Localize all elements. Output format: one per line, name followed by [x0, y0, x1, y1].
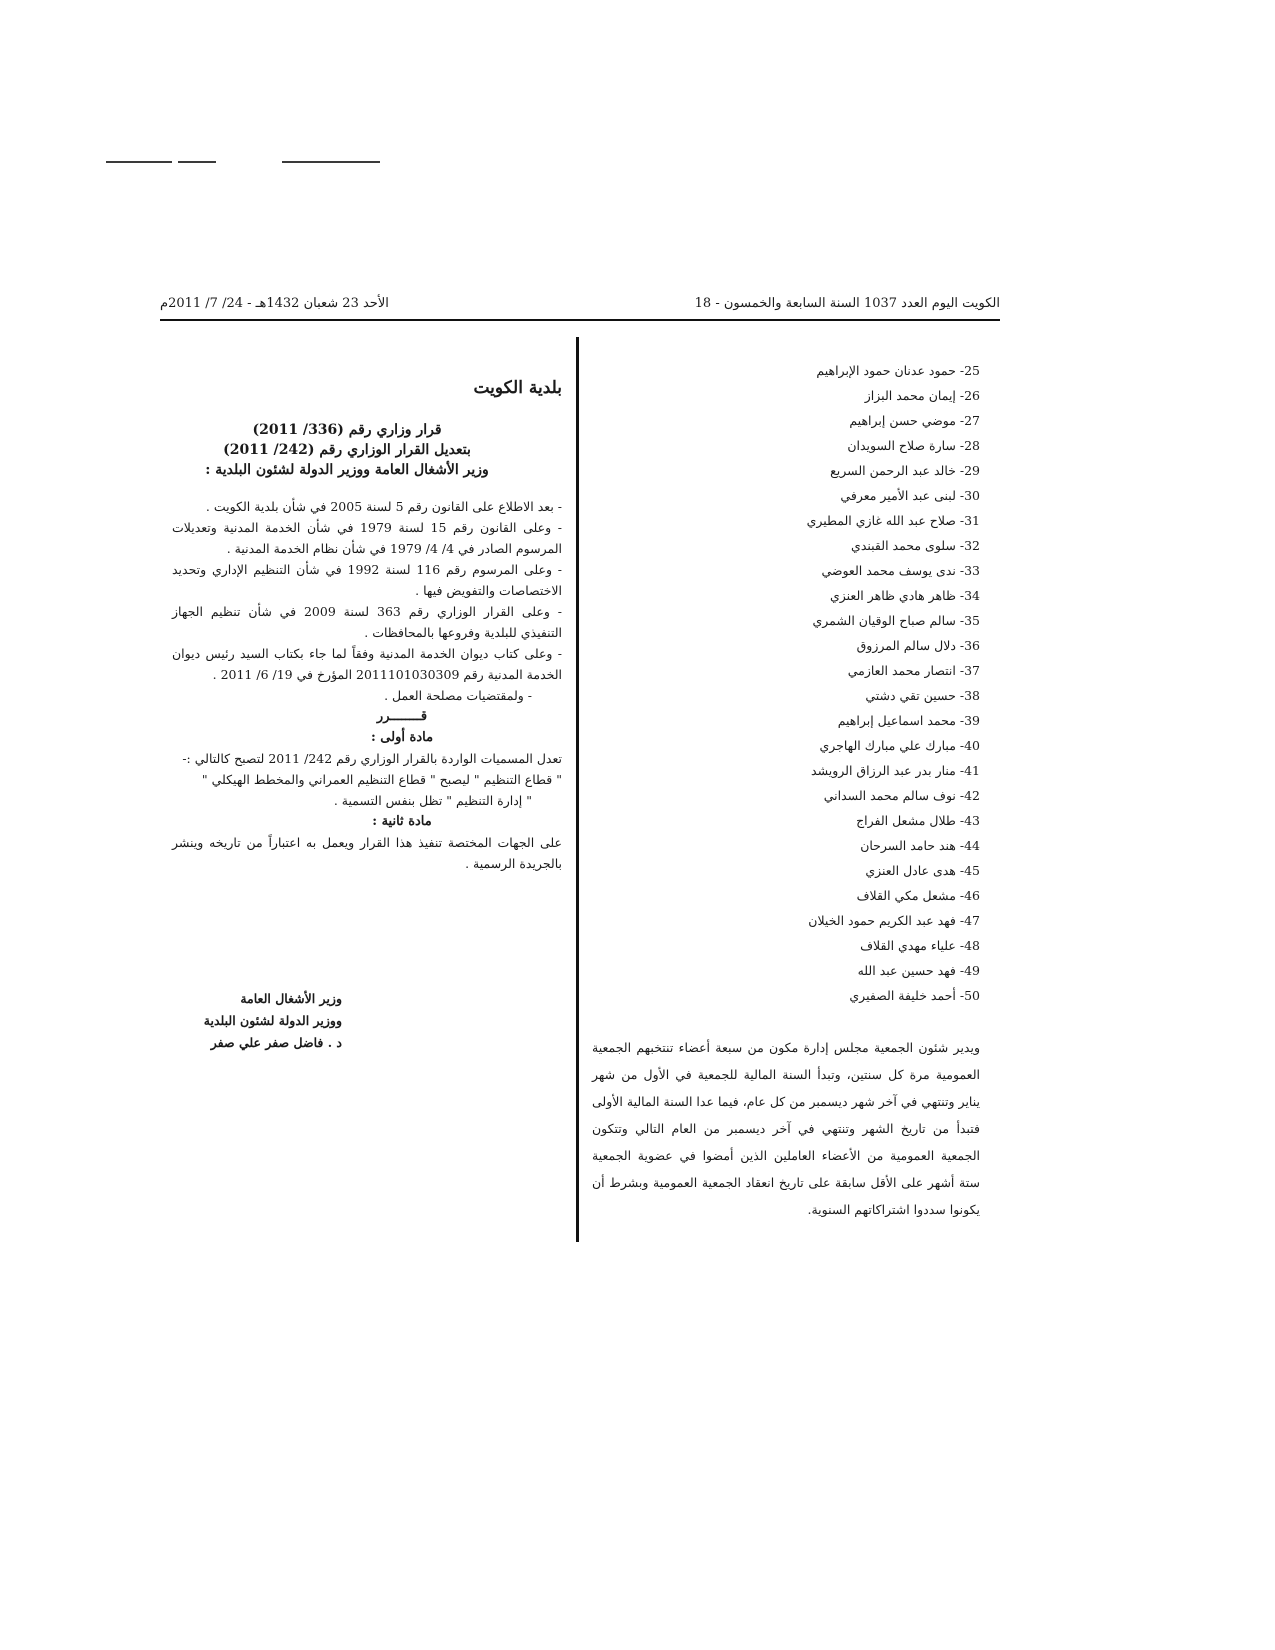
- page-header: [160, 296, 1000, 318]
- preamble-clause: - ولمقتضيات مصلحة العمل .: [384, 688, 532, 703]
- list-item: 38- حسين تقي دشتي: [865, 688, 980, 703]
- preamble-clause: - وعلى المرسوم رقم 116 لسنة 1992 في شأن التنظيم الإداري وتحديد الاختصاصات والتفويض فيها .: [172, 562, 562, 598]
- list-item: 44- هند حامد السرحان: [860, 838, 980, 853]
- header-issue: الكويت اليوم العدد 1037 السنة السابعة والخمسون - 18: [694, 296, 1000, 311]
- header-date: الأحد 23 شعبان 1432هـ - 24/ 7/ 2011م: [160, 296, 389, 311]
- member-list: [730, 358, 980, 1008]
- list-item: 29- خالد عبد الرحمن السريع: [830, 463, 980, 478]
- list-item: 50- أحمد خليفة الصفيري: [849, 988, 980, 1003]
- list-item: 42- نوف سالم محمد السداني: [823, 788, 980, 803]
- scan-mark-rule: [178, 161, 216, 163]
- scan-mark-rule: [106, 161, 172, 163]
- preamble-clause: - وعلى كتاب ديوان الخدمة المدنية وفقاً لما جاء بكتاب السيد رئيس ديوان الخدمة المدنية رقم 2011101030309 المؤرخ في 19/ 6/ 2011 .: [172, 646, 562, 682]
- list-item: 25- حمود عدنان حمود الإبراهيم: [816, 363, 980, 378]
- article-two-heading: مادة ثانية :: [372, 814, 432, 829]
- signature-title: وزير الأشغال العامة: [240, 991, 342, 1006]
- list-item: 33- ندى يوسف محمد العوضي: [821, 563, 980, 578]
- decides-heading: قــــــــرر: [376, 709, 428, 724]
- signature-block: [172, 988, 342, 1054]
- scan-mark-rule: [282, 161, 380, 163]
- list-item: 34- ظاهر هادي ظاهر العنزي: [829, 588, 980, 603]
- list-item: 32- سلوى محمد القبندي: [851, 538, 980, 553]
- decree-title: قرار وزاري رقم (336/ 2011): [252, 422, 442, 438]
- preamble-clause: - وعلى القرار الوزاري رقم 363 لسنة 2009 في شأن تنظيم الجهاز التنفيذي للبلدية وفروعها بالمحافظات .: [172, 604, 562, 640]
- article-one-item: " إدارة التنظيم " تظل بنفس التسمية .: [333, 793, 532, 808]
- list-item: 35- سالم صباح الوقيان الشمري: [812, 613, 980, 628]
- decree-block: [172, 378, 562, 874]
- list-item: 39- محمد اسماعيل إبراهيم: [837, 713, 980, 728]
- list-item: 43- طلال مشعل الفراج: [856, 813, 980, 828]
- preamble-clause: - وعلى القانون رقم 15 لسنة 1979 في شأن الخدمة المدنية وتعديلات المرسوم الصادر في 4/ 4/ 1979 في شأن نظام الخدمة المدنية .: [172, 520, 562, 556]
- preamble-clause: - بعد الاطلاع على القانون رقم 5 لسنة 2005 في شأن بلدية الكويت .: [205, 499, 562, 514]
- list-item: 47- فهد عبد الكريم حمود الخيلان: [808, 913, 980, 928]
- decree-issuer: وزير الأشغال العامة ووزير الدولة لشئون البلدية :: [205, 462, 489, 478]
- board-paragraph: ويدير شئون الجمعية مجلس إدارة مكون من سبعة أعضاء تنتخبهم الجمعية العمومية مرة كل سنتين، وتبدأ السنة المالية للجمعية في الأول من شهر يناير وتنتهي في آخر شهر ديسمبر من كل عام، فيما عدا السنة المالية الأولى فتبدأ من تاريخ الشهر وتنتهي في آخر ديسمبر من العام التالي وتتكون الجمعية العمومية من الأعضاء العاملين الذين أمضوا في عضوية الجمعية ستة أشهر على الأقل سابقة على تاريخ انعقاد الجمعية العمومية وبشرط أن يكونوا سددوا اشتراكاتهم السنوية.: [592, 1040, 980, 1217]
- column-divider: [576, 337, 579, 1242]
- list-item: 48- علياء مهدي القلاف: [860, 938, 980, 953]
- article-one-heading: مادة أولى :: [370, 730, 434, 745]
- decree-subtitle: بتعديل القرار الوزاري رقم (242/ 2011): [223, 442, 471, 458]
- list-item: 36- دلال سالم المرزوق: [856, 638, 980, 653]
- list-item: 45- هدى عادل العنزي: [865, 863, 980, 878]
- list-item: 26- إيمان محمد البزاز: [864, 388, 980, 403]
- article-one-item: " قطاع التنظيم " ليصبح " قطاع التنظيم العمراني والمخطط الهيكلي ": [201, 772, 562, 787]
- list-item: 49- فهد حسين عبد الله: [857, 963, 980, 978]
- organization-heading: بلدية الكويت: [473, 378, 562, 398]
- list-item: 37- انتصار محمد العازمي: [847, 663, 980, 678]
- article-two-text: على الجهات المختصة تنفيذ هذا القرار ويعمل به اعتباراً من تاريخه وينشر بالجريدة الرسمية .: [172, 835, 562, 871]
- list-item: 27- موضي حسن إبراهيم: [849, 413, 980, 428]
- signature-name: د . فاضل صفر علي صفر: [210, 1035, 342, 1050]
- list-item: 30- لبنى عبد الأمير معرفي: [840, 488, 980, 503]
- list-item: 40- مبارك علي مبارك الهاجري: [819, 738, 980, 753]
- list-item: 28- سارة صلاح السويدان: [847, 438, 980, 453]
- list-item: 46- مشعل مكي القلاف: [856, 888, 980, 903]
- signature-title: ووزير الدولة لشئون البلدية: [203, 1013, 342, 1028]
- header-rule: [160, 319, 1000, 321]
- article-one-text: تعدل المسميات الواردة بالقرار الوزاري رقم 242/ 2011 لتصبح كالتالي :-: [182, 751, 562, 766]
- list-item: 41- منار بدر عبد الرزاق الرويشد: [811, 763, 980, 778]
- list-item: 31- صلاح عبد الله غازي المطيري: [806, 513, 980, 528]
